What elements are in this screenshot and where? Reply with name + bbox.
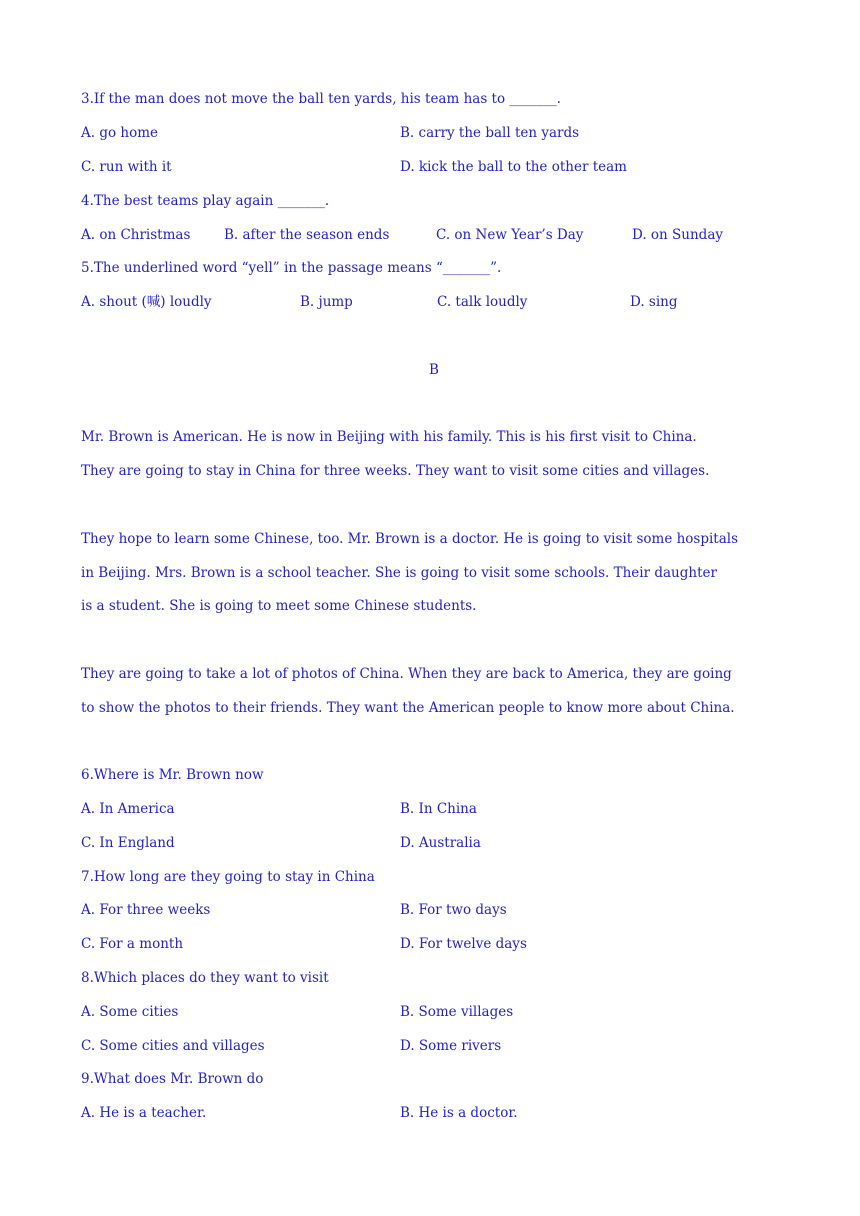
question-4-stem: 4.The best teams play again _______.	[81, 193, 330, 209]
question-3-option-d: D. kick the ball to the other team	[400, 159, 627, 175]
question-8-stem: 8.Which places do they want to visit	[81, 970, 329, 986]
question-4-option-b: B. after the season ends	[224, 227, 390, 243]
question-8-option-d: D. Some rivers	[400, 1038, 502, 1054]
question-5-option-a: A. shout (喊) loudly	[81, 294, 212, 310]
question-5-stem: 5.The underlined word “yell” in the passage means “_______”.	[81, 260, 502, 276]
question-6-option-b: B. In China	[400, 801, 477, 817]
passage-p2-line3: is a student. She is going to meet some Chinese students.	[81, 598, 477, 614]
question-3-option-b: B. carry the ball ten yards	[400, 125, 580, 141]
question-6-option-a: A. In America	[81, 801, 175, 817]
passage-p1-line2: They are going to stay in China for three weeks. They want to visit some cities and villages.	[81, 463, 710, 479]
question-4-option-a: A. on Christmas	[81, 227, 191, 243]
question-6-stem: 6.Where is Mr. Brown now	[81, 767, 264, 783]
passage-p2-line1: They hope to learn some Chinese, too. Mr. Brown is a doctor. He is going to visit some hospitals	[81, 531, 739, 547]
question-6-option-c: C. In England	[81, 835, 175, 851]
question-5-option-b: B. jump	[300, 294, 353, 310]
question-7-stem: 7.How long are they going to stay in China	[81, 869, 375, 885]
question-8-option-b: B. Some villages	[400, 1004, 514, 1020]
passage-p1-line1: Mr. Brown is American. He is now in Beijing with his family. This is his first visit to China.	[81, 429, 697, 445]
passage-p2-line2: in Beijing. Mrs. Brown is a school teacher. She is going to visit some schools. Their daughter	[81, 565, 717, 581]
question-4-option-c: C. on New Year’s Day	[436, 227, 584, 243]
section-b-heading: B	[429, 362, 439, 378]
passage-p3-line1: They are going to take a lot of photos of China. When they are back to America, they are going	[81, 666, 732, 682]
question-9-option-b: B. He is a doctor.	[400, 1105, 518, 1121]
question-6-option-d: D. Australia	[400, 835, 481, 851]
question-9-option-a: A. He is a teacher.	[81, 1105, 207, 1121]
question-7-option-d: D. For twelve days	[400, 936, 527, 952]
question-7-option-a: A. For three weeks	[81, 902, 211, 918]
question-4-option-d: D. on Sunday	[632, 227, 723, 243]
question-8-option-a: A. Some cities	[81, 1004, 179, 1020]
question-9-stem: 9.What does Mr. Brown do	[81, 1071, 264, 1087]
question-7-option-b: B. For two days	[400, 902, 507, 918]
question-7-option-c: C. For a month	[81, 936, 184, 952]
question-3-option-c: C. run with it	[81, 159, 172, 175]
question-5-option-c: C. talk loudly	[437, 294, 528, 310]
question-3-option-a: A. go home	[81, 125, 159, 141]
passage-p3-line2: to show the photos to their friends. They want the American people to know more about China.	[81, 700, 735, 716]
question-5-option-d: D. sing	[630, 294, 678, 310]
question-8-option-c: C. Some cities and villages	[81, 1038, 265, 1054]
question-3-stem: 3.If the man does not move the ball ten yards, his team has to _______.	[81, 91, 561, 107]
